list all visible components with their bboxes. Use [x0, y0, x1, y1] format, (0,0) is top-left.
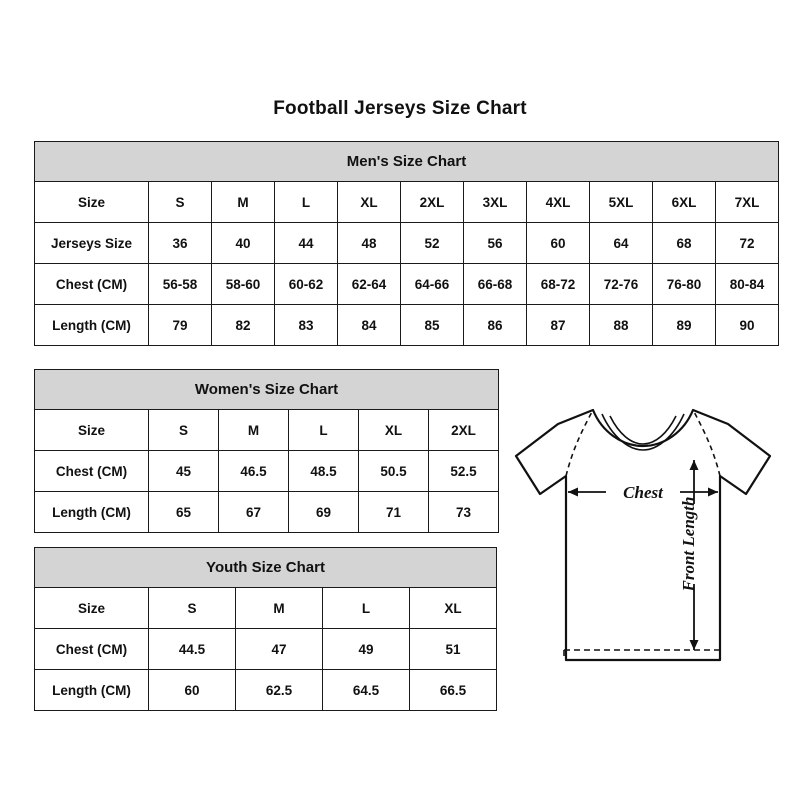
cell: 46.5 [219, 451, 289, 492]
cell: 2XL [401, 182, 464, 223]
cell: 45 [149, 451, 219, 492]
row-header: Chest (CM) [35, 264, 149, 305]
cell: 4XL [527, 182, 590, 223]
table-row [35, 410, 499, 451]
cell: 79 [149, 305, 212, 346]
cell: 49 [323, 629, 410, 670]
cell: 88 [590, 305, 653, 346]
cell: 2XL [429, 410, 499, 451]
cell: 64-66 [401, 264, 464, 305]
cell: S [149, 588, 236, 629]
cell: L [275, 182, 338, 223]
cell: 73 [429, 492, 499, 533]
cell: 48 [338, 223, 401, 264]
cell: 86 [464, 305, 527, 346]
cell: 71 [359, 492, 429, 533]
cell: 62-64 [338, 264, 401, 305]
cell: 56 [464, 223, 527, 264]
cell: 90 [716, 305, 779, 346]
mens-size-chart [34, 141, 766, 346]
cell: 67 [219, 492, 289, 533]
table-row [35, 451, 499, 492]
chest-label: Chest [623, 483, 663, 502]
cell: 87 [527, 305, 590, 346]
row-header: Length (CM) [35, 492, 149, 533]
cell: 47 [236, 629, 323, 670]
cell: 60-62 [275, 264, 338, 305]
row-header: Chest (CM) [35, 629, 149, 670]
cell: 83 [275, 305, 338, 346]
cell: 3XL [464, 182, 527, 223]
cell: 52.5 [429, 451, 499, 492]
cell: XL [359, 410, 429, 451]
cell: 84 [338, 305, 401, 346]
cell: 66.5 [410, 670, 497, 711]
cell: 85 [401, 305, 464, 346]
row-header: Size [35, 588, 149, 629]
cell: S [149, 182, 212, 223]
cell: XL [338, 182, 401, 223]
row-header: Chest (CM) [35, 451, 149, 492]
jersey-outline-icon [516, 410, 770, 660]
jersey-measurement-diagram [498, 388, 788, 688]
table-row [35, 588, 497, 629]
womens-size-chart [34, 369, 492, 533]
table-row [35, 264, 779, 305]
row-header: Length (CM) [35, 670, 149, 711]
cell: 51 [410, 629, 497, 670]
cell: 62.5 [236, 670, 323, 711]
cell: 5XL [590, 182, 653, 223]
cell: 50.5 [359, 451, 429, 492]
cell: L [289, 410, 359, 451]
cell: 60 [149, 670, 236, 711]
cell: 72 [716, 223, 779, 264]
table-row [35, 182, 779, 223]
row-header: Length (CM) [35, 305, 149, 346]
cell: 40 [212, 223, 275, 264]
table-row [35, 492, 499, 533]
row-header: Jerseys Size [35, 223, 149, 264]
cell: 6XL [653, 182, 716, 223]
cell: 69 [289, 492, 359, 533]
cell: 48.5 [289, 451, 359, 492]
cell: XL [410, 588, 497, 629]
cell: 72-76 [590, 264, 653, 305]
cell: M [219, 410, 289, 451]
youth-size-chart [34, 547, 492, 711]
cell: 44.5 [149, 629, 236, 670]
row-header: Size [35, 410, 149, 451]
table-row [35, 670, 497, 711]
cell: 89 [653, 305, 716, 346]
cell: S [149, 410, 219, 451]
cell: 58-60 [212, 264, 275, 305]
cell: 36 [149, 223, 212, 264]
cell: 64.5 [323, 670, 410, 711]
womens-size-table [34, 369, 499, 533]
cell: 7XL [716, 182, 779, 223]
cell: 68 [653, 223, 716, 264]
cell: M [212, 182, 275, 223]
cell: 60 [527, 223, 590, 264]
row-header: Size [35, 182, 149, 223]
womens-table-caption: Women's Size Chart [34, 369, 499, 409]
cell: L [323, 588, 410, 629]
cell: 64 [590, 223, 653, 264]
table-row [35, 629, 497, 670]
table-row [35, 223, 779, 264]
youth-size-table [34, 547, 497, 711]
cell: 82 [212, 305, 275, 346]
table-row [35, 305, 779, 346]
cell: 76-80 [653, 264, 716, 305]
cell: 66-68 [464, 264, 527, 305]
cell: M [236, 588, 323, 629]
cell: 65 [149, 492, 219, 533]
cell: 56-58 [149, 264, 212, 305]
cell: 80-84 [716, 264, 779, 305]
cell: 52 [401, 223, 464, 264]
youth-table-caption: Youth Size Chart [34, 547, 497, 587]
cell: 44 [275, 223, 338, 264]
mens-size-table [34, 141, 779, 346]
page-title: Football Jerseys Size Chart [273, 98, 527, 119]
mens-table-caption: Men's Size Chart [34, 141, 779, 181]
cell: 68-72 [527, 264, 590, 305]
front-length-label: Front Length [679, 496, 698, 592]
